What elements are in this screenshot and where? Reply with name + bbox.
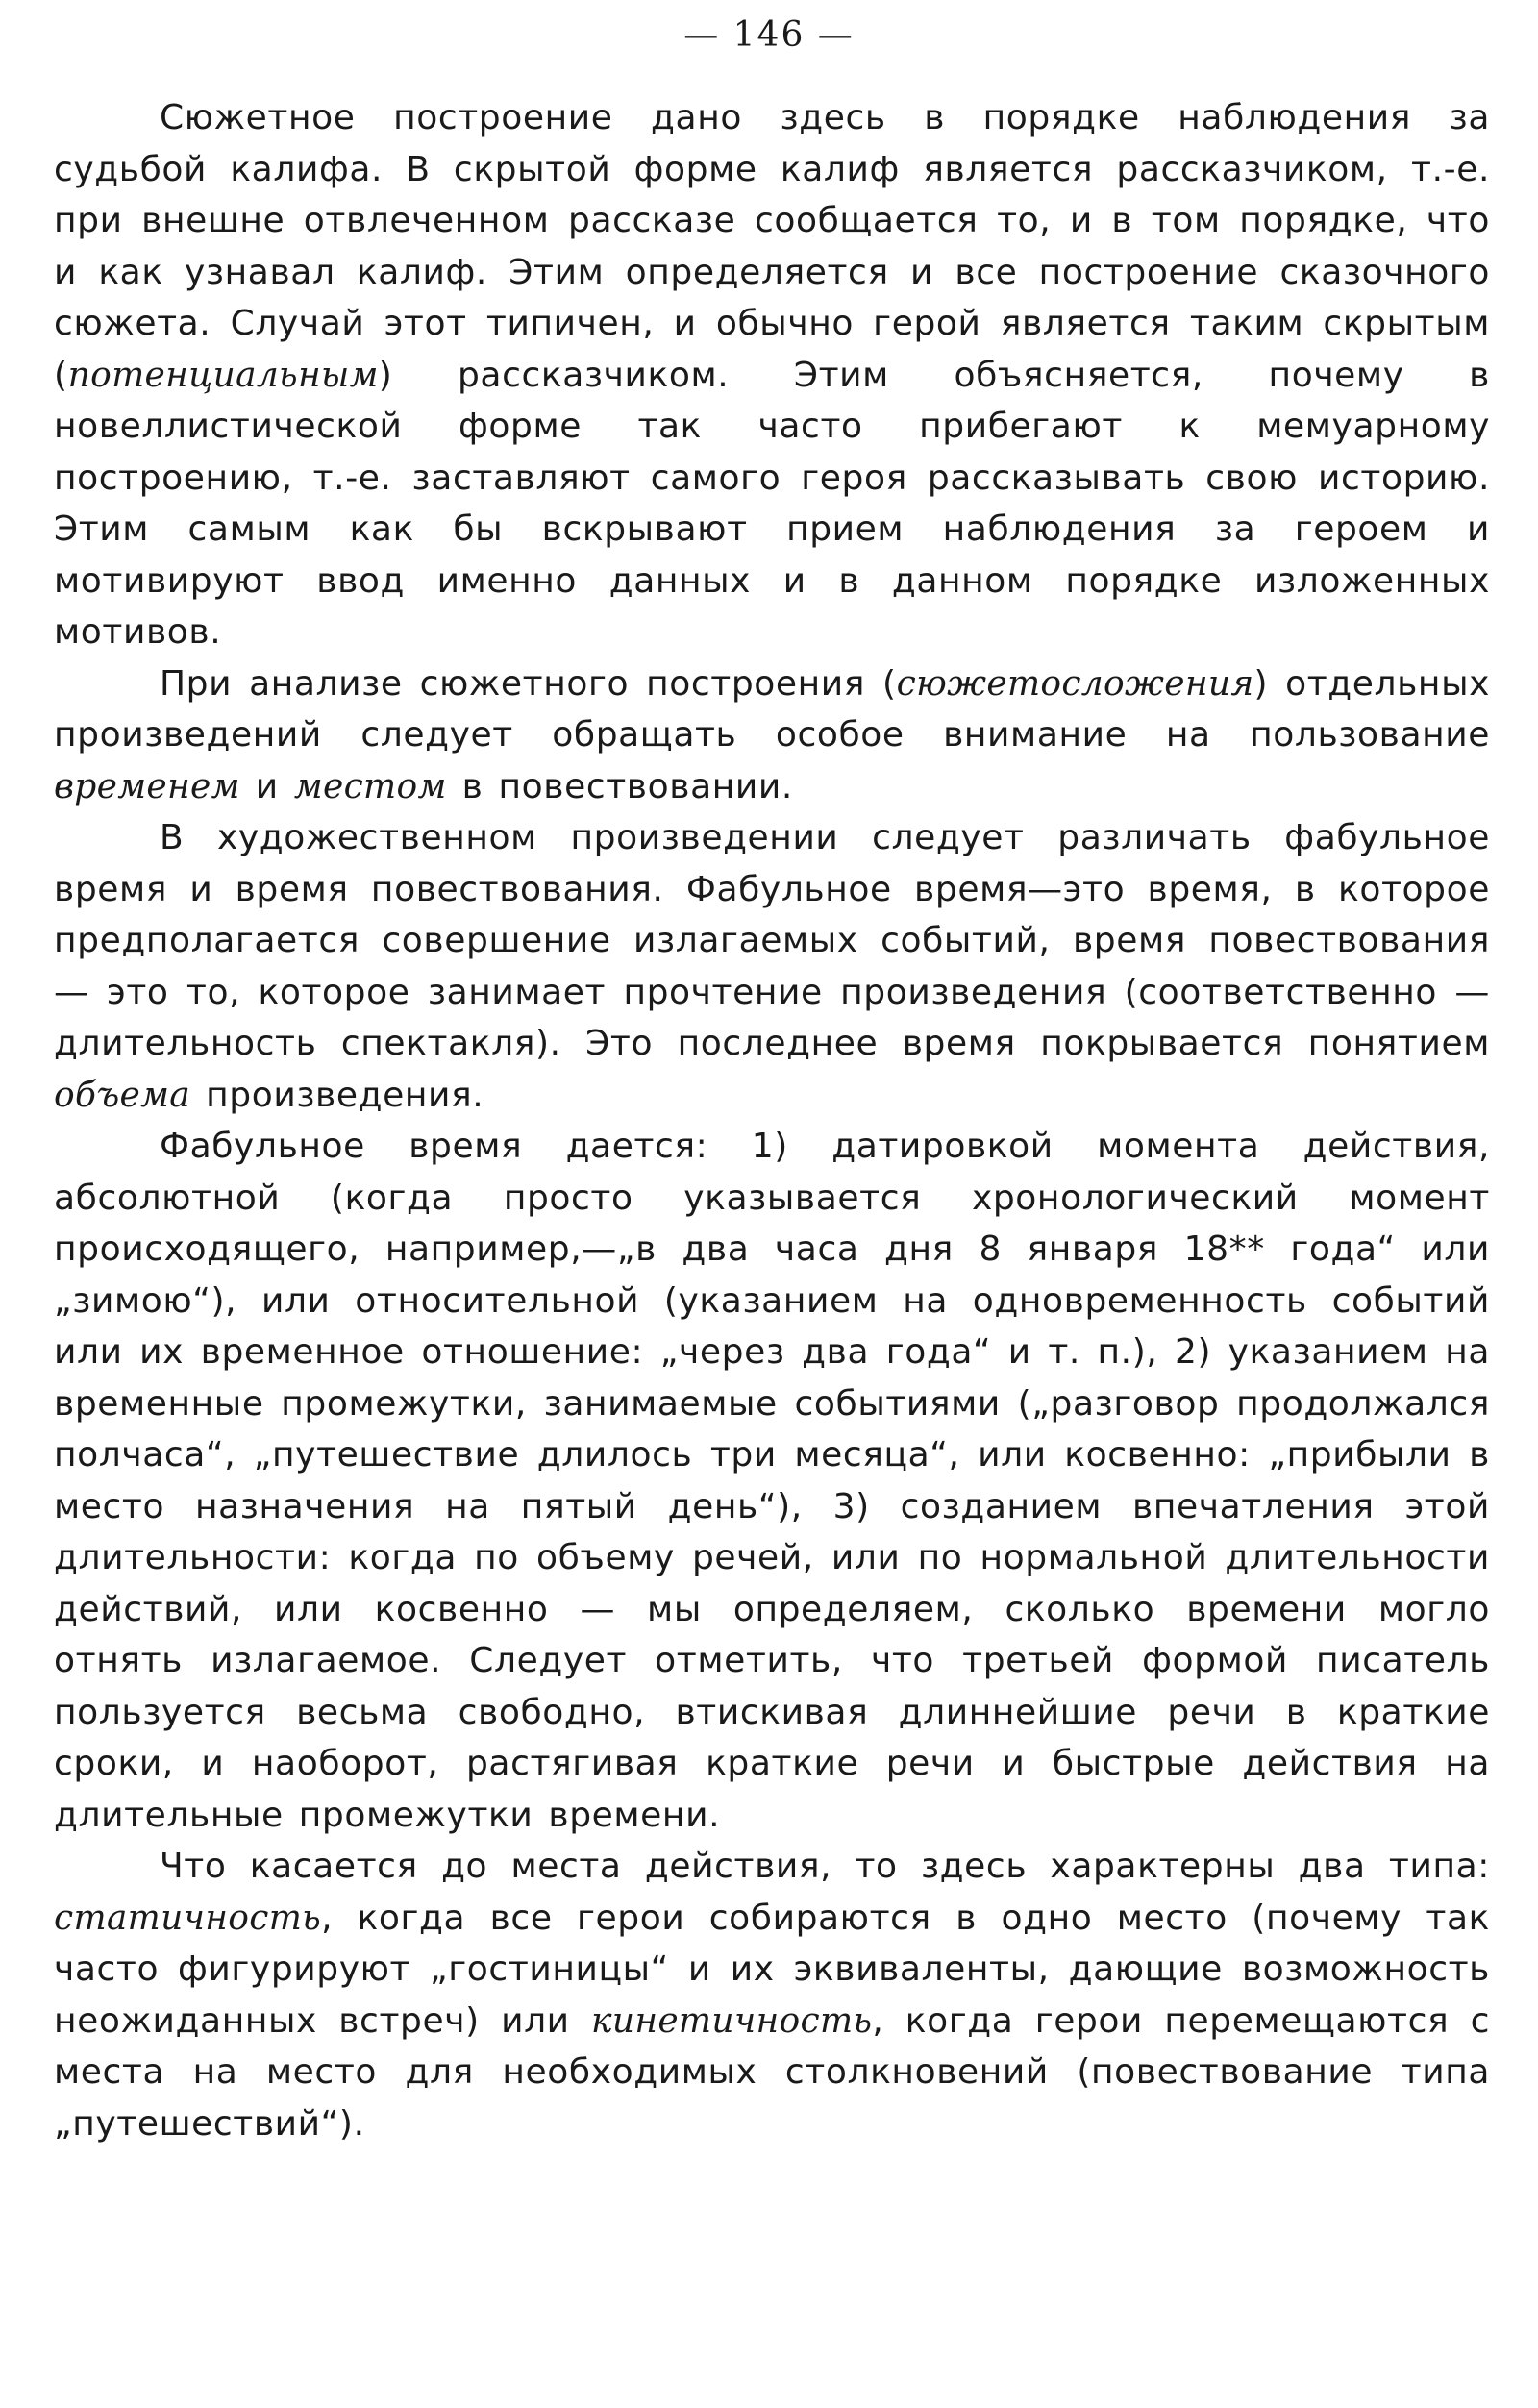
text-segment: , когда все герои собираются в одно место (почему так часто фигурируют „гостиницы“ и их эквиваленты, дающие возможность неожиданных встреч) или (54, 1898, 1490, 2041)
paragraph-2 (54, 658, 1490, 813)
text-segment: В художественном произведении следует различать фабульное время и время повествования. Фабульное время—это время, в которое предполагается совершение излагаемых событий, время повествования — это то, которое занимает прочтение произведения (соответственно — длительность спектакля). Это последнее время покрывается понятием (54, 818, 1490, 1063)
italic-term: сюжетосложения (896, 663, 1254, 704)
body-text (54, 92, 1490, 2149)
page-number: — 146 — (683, 15, 855, 55)
text-segment: и (239, 766, 294, 807)
text-segment: , когда герои перемещаются с места на место для необходимых столкновений (повествование типа „путешествий“). (54, 2000, 1491, 2144)
italic-term: временем (54, 766, 240, 807)
text-segment: Что касается до места действия, то здесь характерны два типа: (160, 1847, 1490, 1886)
text-segment: в повествовании. (446, 766, 793, 807)
italic-term: потенциальным (67, 355, 379, 395)
italic-term: объема (54, 1075, 191, 1115)
paragraph-4 (54, 1121, 1490, 1841)
text-segment: При анализе сюжетного построения ( (160, 663, 897, 704)
italic-term: местом (293, 766, 447, 807)
text-segment: ) отдельных произведений следует обращать особое внимание на пользование (54, 663, 1490, 755)
italic-term: кинетичность (591, 2000, 873, 2041)
text-segment: Фабульное время дается: 1) датировкой момента действия, абсолютной (когда просто указывается хронологический момент происходящего, например,—„в два часа дня 8 января 18** года“ или „зимою“), или относительной (указанием на одновременность событий или их временное отношение: „через два года“ и т. п.), 2) указанием на временные промежутки, занимаемые событиями („разговор продолжался полчаса“, „путешествие длилось три месяца“, или косвенно: „прибыли в место назначения на пятый день“), 3) созданием впечатления этой длительности: когда по объему речей, или по нормальной длительности действий, или косвенно — мы определяем, сколько времени могло отнять излагаемое. Следует отметить, что третьей формой писатель пользуется весьма свободно, втискивая длиннейшие речи в краткие сроки, и наоборот, растягивая краткие речи и быстрые действия на длительные промежутки времени. (54, 1127, 1490, 1835)
paragraph-5 (54, 1841, 1490, 2149)
paragraph-1 (54, 92, 1490, 658)
text-segment: ) рассказчиком. Этим объясняется, почему в новеллистической форме так часто прибегают к мемуарному построению, т.-е. заставляют самого героя рассказывать свою историю. Этим самым как бы вскрывают прием наблюдения за героем и мотивируют ввод именно данных и в данном порядке изложенных мотивов. (54, 355, 1490, 652)
italic-term: статичность (54, 1898, 322, 1938)
paragraph-3 (54, 812, 1490, 1121)
text-segment: произведения. (190, 1075, 484, 1115)
text-segment: Сюжетное построение дано здесь в порядке наблюдения за судьбой калифа. В скрытой форме калиф является рассказчиком, т.-е. при внешне отвлеченном рассказе сообщается то, и в том порядке, что и как узнавал калиф. Этим определяется и все построение сказочного сюжета. Случай этот типичен, и обычно герой является таким скрытым ( (54, 98, 1490, 395)
